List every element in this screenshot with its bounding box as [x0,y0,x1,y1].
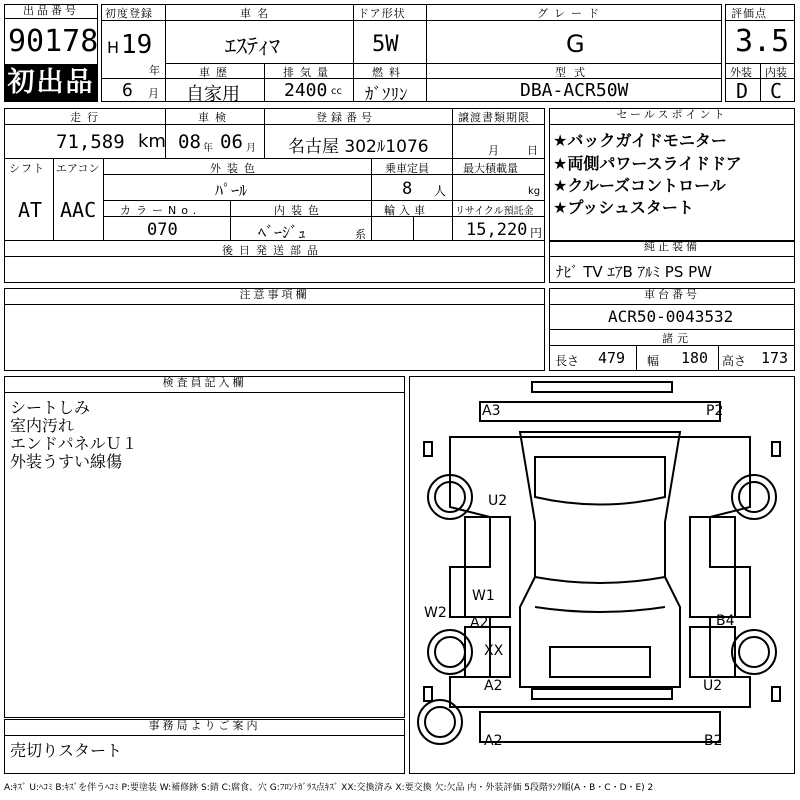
mark-u2-left: U2 [488,493,508,509]
registration-label: 登録番号 [316,111,376,124]
month-unit: 月 [148,87,159,100]
office-value: 売切りスタート [10,741,123,760]
chassis-number: ACR50-0043532 [608,307,734,326]
transfer-day-unit: 日 [527,144,538,157]
color-no-label: カラーNo. [120,204,202,217]
displacement-unit: cc [331,86,342,97]
load-label: 最大積載量 [463,162,518,175]
import-label: 輸入車 [384,204,429,217]
inspection-year: 08 [178,131,201,153]
inspection-label: 車検 [198,111,232,124]
displacement-label: 排気量 [283,66,334,79]
interior-grade: C [770,79,783,103]
history: 自家用 [186,84,240,105]
first-listing-badge: 初出品 [4,64,98,102]
mark-b2: B2 [704,733,723,749]
capacity-unit: 人 [434,184,447,198]
damage-diagram [409,376,795,774]
transfer-label: 譲渡書類期限 [458,111,530,124]
interior-color-unit: 系 [355,228,366,241]
exterior-grade: D [736,79,749,103]
sales-point-3: ★クルーズコントロール [553,176,726,195]
inspection-month-unit: 月 [246,143,256,154]
mark-a2-lower: A2 [484,678,503,694]
interior-label: 内装 [765,66,787,79]
mark-p2: P2 [706,403,724,419]
inspector-line-1: シートしみ [10,398,91,417]
mark-a3: A3 [482,403,501,419]
inspection-year-unit: 年 [203,143,213,154]
era: H [107,38,120,57]
color-no: 070 [147,220,178,240]
first-reg-month: 6 [122,80,133,101]
notes-label: 注意事項欄 [4,288,545,305]
model: DBA-ACR50W [520,80,629,101]
transfer-month-unit: 月 [488,144,499,157]
mark-u2-right: U2 [703,678,723,694]
sales-point-2: ★両側パワースライドドア [553,154,742,173]
recycle-label: リサイクル預託金 [455,206,534,217]
sales-point-4: ★プッシュスタート [553,198,694,217]
recycle-unit: 円 [530,226,543,240]
sales-points-label: セールスポイント [549,108,795,125]
grade-label: グレード [537,7,605,20]
inspector-line-4: 外装うすい線傷 [10,452,123,471]
inspector-line-2: 室内汚れ [10,416,75,435]
chassis-label: 車台番号 [549,288,795,305]
registration: 名古屋 302ﾙ1076 [288,137,429,157]
ac: AAC [60,198,97,222]
exterior-label: 外装 [730,66,752,79]
car-name: ｴｽﾃｨﾏ [225,35,281,60]
history-label: 車歴 [199,66,233,79]
width: 180 [681,349,709,367]
height: 173 [761,349,789,367]
color: ﾊﾟｰﾙ [215,181,248,200]
mark-a2-rear: A2 [484,733,503,749]
capacity-label: 乗車定員 [385,162,429,175]
mark-xx: XX [484,643,504,659]
score-label: 評価点 [731,7,767,20]
inspector-line-3: エンドパネルＵ１ [10,434,138,453]
score: 3.5 [735,24,790,59]
door-label: ドア形状 [358,7,406,20]
length-label: 長さ [555,354,580,368]
capacity: 8 [402,179,413,199]
lot-number: 90178 [8,24,99,59]
interior-color: ﾍﾞｰｼﾞｭ [258,223,307,242]
length: 479 [598,349,626,367]
mileage-unit: km [138,131,166,152]
mileage: 71,589 [56,131,125,153]
inspector-label: 検査員記入欄 [4,376,405,393]
model-label: 型式 [555,66,593,79]
equipment-label: 純正装備 [549,240,795,257]
specs-label: 諸元 [662,332,692,345]
car-name-label: 車名 [240,7,274,20]
interior-color-label: 内装色 [274,204,325,217]
fuel: ｶﾞｿﾘﾝ [365,85,408,105]
height-label: 高さ [722,354,747,368]
sales-point-1: ★バックガイドモニター [553,131,727,150]
door-type: 5W [372,32,399,57]
parts-label: 後日発送部品 [222,244,324,257]
displacement: 2400 [284,80,328,101]
mark-b4: B4 [716,613,735,629]
inspection-month: 06 [220,131,243,153]
width-label: 幅 [647,354,660,368]
color-label: 外装色 [210,162,261,175]
ac-label: エアコン [56,162,100,175]
year-unit: 年 [149,64,160,77]
grade: G [566,30,585,58]
mileage-label: 走行 [70,111,104,124]
car-outline-diagram [410,377,794,773]
lot-label: 出品番号 [4,4,98,19]
first-reg-year: 19 [121,30,153,60]
equipment-value: ﾅﾋﾞ TV ｴｱB ｱﾙﾐ PS PW [556,263,712,281]
mark-w2: W2 [424,605,447,621]
fuel-label: 燃料 [372,66,406,79]
recycle: 15,220 [466,220,528,240]
first-reg-label: 初度登録 [105,7,153,20]
office-label: 事務局よりご案内 [4,719,405,736]
shift: AT [18,198,43,222]
mark-a2-left: A2 [470,615,489,631]
shift-label: シフト [9,162,45,175]
legend: A:ｷｽﾞ U:ﾍｺﾐ B:ｷｽﾞを伴うﾍｺﾐ P:要塗装 W:補修跡 S:錆 C:腐食、穴 G:ﾌﾛﾝﾄｶﾞﾗｽ点ｷｽﾞ XX:交換済み X:要交換 欠:欠品 内・外装評価 5段階ﾗﾝｸ順(A・B・C・D・E) 2 [4,783,654,793]
load-unit: kg [528,186,541,197]
mark-w1: W1 [472,588,495,604]
